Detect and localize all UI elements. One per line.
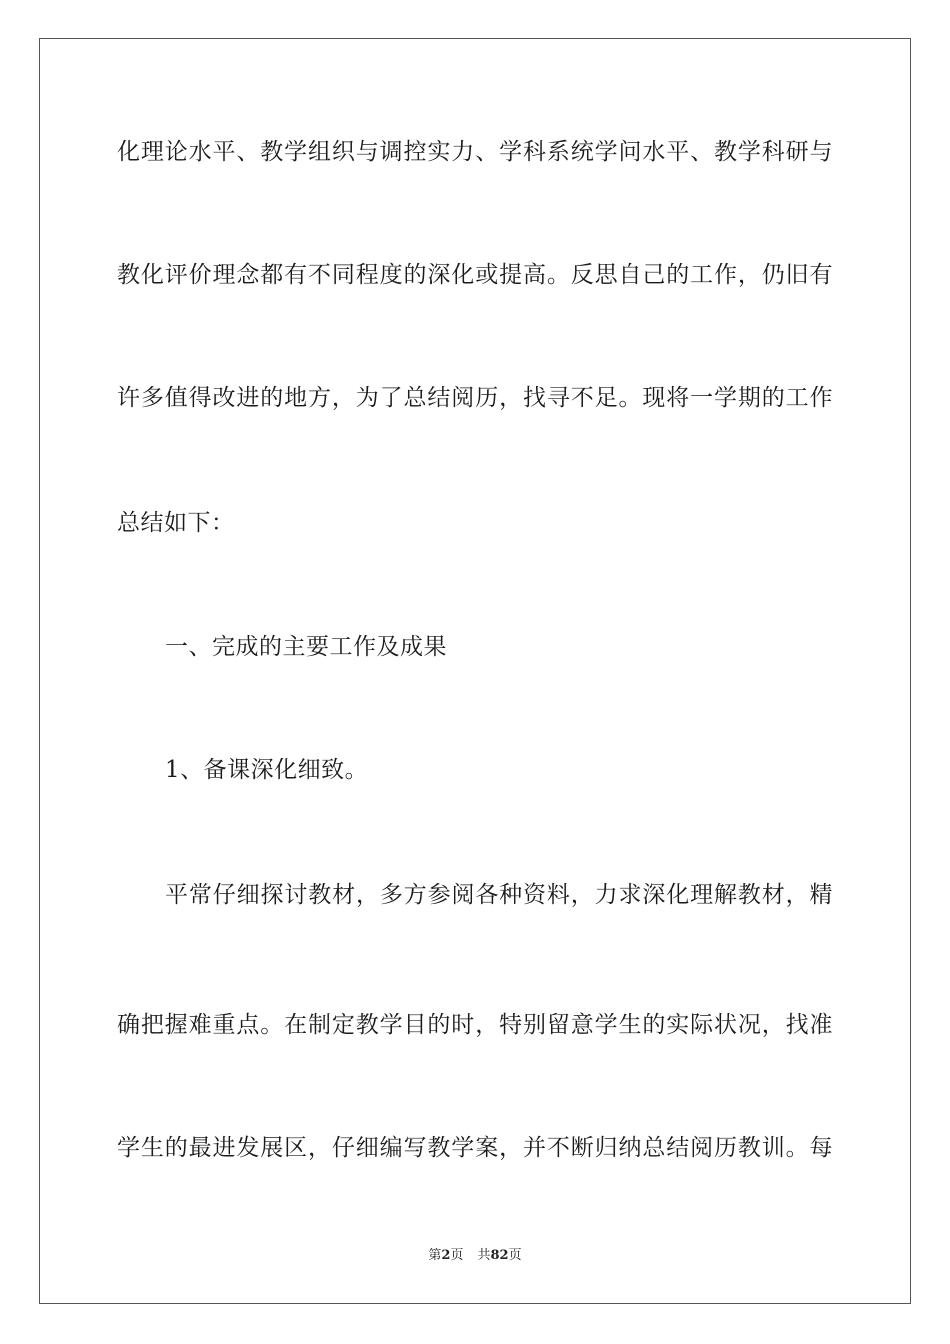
page-suffix: 页 — [450, 1248, 464, 1263]
total-suffix: 页 — [508, 1248, 522, 1263]
subsection-heading: 1、备课深化细致。 — [165, 757, 369, 783]
body-line-2: 教化评价理念都有不同程度的深化或提高。反思自己的工作，仍旧有 — [117, 262, 833, 288]
page-footer — [0, 1247, 950, 1265]
body-line-8: 确把握难重点。在制定教学目的时，特别留意学生的实际状况，找准 — [117, 1012, 833, 1038]
page-prefix: 第 — [428, 1248, 442, 1263]
body-line-1: 化理论水平、教学组织与调控实力、学科系统学问水平、教学科研与 — [117, 139, 833, 165]
page-border — [39, 38, 911, 1304]
total-pages: 82 — [490, 1248, 509, 1263]
section-heading: 一、完成的主要工作及成果 — [165, 634, 447, 660]
body-line-9: 学生的最进发展区，仔细编写教学案，并不断归纳总结阅历教训。每 — [117, 1135, 833, 1161]
body-line-3: 许多值得改进的地方，为了总结阅历，找寻不足。现将一学期的工作 — [117, 385, 833, 411]
page-number: 2 — [441, 1248, 451, 1263]
body-line-4: 总结如下： — [117, 510, 235, 536]
total-prefix: 共 — [477, 1248, 491, 1263]
body-line-7: 平常仔细探讨教材，多方参阅各种资料，力求深化理解教材，精 — [165, 882, 833, 908]
